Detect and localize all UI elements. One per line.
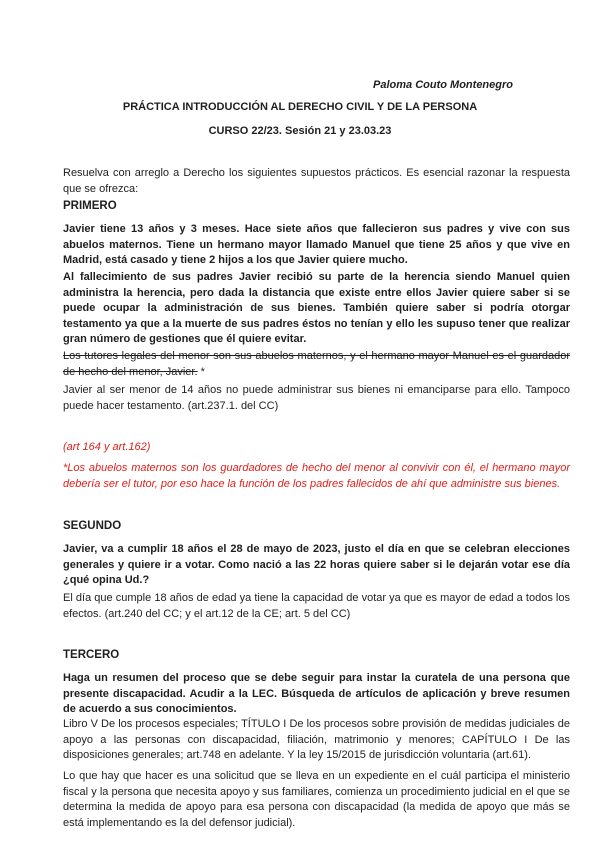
primero-struck-answer [63, 349, 570, 380]
section-heading-tercero: TERCERO [63, 649, 120, 661]
primero-statement-1: Javier tiene 13 años y 3 meses. Hace siete años que fallecieron sus padres y vive con sus abuelos maternos. Tiene un hermano mayor llamado Manuel que tiene 25 años y que vive en Madrid, está casado y tiene 2 hijos a los que Javier quiere mucho. [63, 223, 570, 266]
segundo-statement: Javier, va a cumplir 18 años el 28 de mayo de 2023, justo el día en que se celebran elecciones generales y quiere ir a votar. Como nació a las 22 horas quiere saber si le dejarán votar ese día ¿qué opina Ud.? [63, 543, 570, 586]
tercero-answer-1: Libro V De los procesos especiales; TÍTULO I De los procesos sobre provisión de medidas judiciales de apoyo a las personas con discapacidad, filiación, matrimonio y menores; CAPÍTULO I De las disposiciones generales; art.748 en adelante. Y la ley 15/2015 de jurisdicción voluntaria (art.61). [63, 718, 570, 761]
primero-note: *Los abuelos maternos son los guardadores de hecho del menor al convivir con él, el hermano mayor debería ser el tutor, por eso hace la función de los padres fallecidos de ahí que administre sus bienes. [63, 462, 570, 490]
author-name: Paloma Couto Montenegro [373, 79, 513, 91]
course-info: CURSO 22/23. Sesión 21 y 23.03.23 [208, 125, 392, 137]
tercero-answer-2: Lo que hay que hacer es una solicitud que se lleva en un expediente en el cuál participa el ministerio fiscal y la persona que necesita apoyo y sus familiares, comienza un procedimiento judicial en el que se determina la medida de apoyo para esa persona con discapacidad (la medida de apoyo que más se está implementando es la del defensor judicial). [63, 770, 570, 829]
document-title: PRÁCTICA INTRODUCCIÓN AL DERECHO CIVIL Y DE LA PERSONA [122, 101, 478, 113]
primero-note-ref: (art 164 y art.162) [63, 441, 151, 453]
segundo-answer: El día que cumple 18 años de edad ya tiene la capacidad de votar ya que es mayor de edad a todos los efectos. (art.240 del CC; y el art.12 de la CE; art. 5 del CC) [63, 592, 570, 620]
struck-text: Los tutores legales del menor son sus abuelos maternos, y el hermano mayor Manuel es el guardador de hecho del menor, Javier. [63, 350, 570, 378]
intro-paragraph: Resuelva con arreglo a Derecho los siguientes supuestos prácticos. Es esencial razonar la respuesta que se ofrezca: [63, 167, 570, 195]
section-heading-segundo: SEGUNDO [63, 520, 122, 532]
primero-answer: Javier al ser menor de 14 años no puede administrar sus bienes ni emanciparse para ello. Tampoco puede hacer testamento. (art.237.1. del CC) [63, 384, 570, 412]
primero-statement-2: Al fallecimiento de sus padres Javier recibió su parte de la herencia siendo Manuel quien administra la herencia, pero dada la distancia que existe entre ellos Javier quiere saber si se puede ocupar la administración de sus bienes. También quiere saber si podría otorgar testamento ya que a la muerte de sus padres éstos no tenían y ello les supuso tener que realizar gran número de gestiones que él quiere evitar. [63, 271, 570, 345]
footnote-marker: * [197, 365, 205, 378]
section-heading-primero: PRIMERO [63, 200, 117, 212]
tercero-statement: Haga un resumen del proceso que se debe seguir para instar la curatela de una persona que presente discapacidad. Acudir a la LEC. Búsqueda de artículos de aplicación y breve resumen de acuerdo a sus conocimientos. [63, 672, 570, 715]
